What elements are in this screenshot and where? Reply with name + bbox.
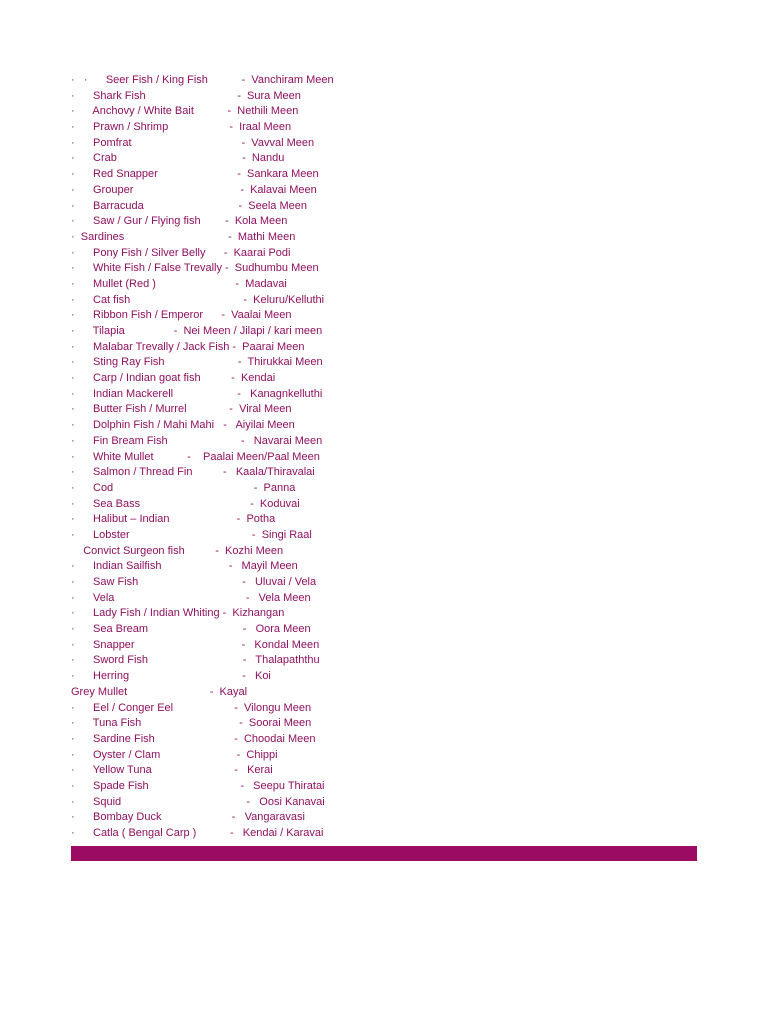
fish-name-row: · Indian Mackerell - Kanagnkelluthi — [71, 387, 323, 400]
fish-name-row: · Cat fish - Keluru/Kelluthi — [71, 293, 325, 306]
fish-name-row: · Tilapia - Nei Meen / Jilapi / kari meen — [71, 325, 323, 337]
fish-name-row: · Oyster / Clam - Chippi — [71, 748, 278, 761]
fish-name-row: · Anchovy / White Bait - Nethili Meen — [71, 105, 299, 118]
fish-name-row: · Prawn / Shrimp - Iraal Meen — [71, 121, 292, 134]
fish-name-row: · White Fish / False Trevally - Sudhumbu Meen — [71, 262, 319, 275]
fish-name-row: · White Mullet - Paalai Meen/Paal Meen — [71, 450, 320, 463]
fish-name-row: · Dolphin Fish / Mahi Mahi - Aiyilai Meen — [71, 419, 295, 432]
fish-name-row: · Malabar Trevally / Jack Fish - Paarai Meen — [71, 340, 305, 353]
fish-name-row: · Sword Fish - Thalapaththu — [71, 654, 320, 667]
fish-name-row: · Butter Fish / Murrel - Viral Meen — [71, 403, 292, 416]
fish-name-row: · Sea Bass - Koduvai — [71, 497, 300, 510]
footer-color-bar — [71, 846, 697, 861]
fish-name-list — [71, 73, 711, 842]
fish-name-row: · Sting Ray Fish - Thirukkai Meen — [71, 356, 323, 369]
fish-name-row: · Catla ( Bengal Carp ) - Kendai / Karavai — [71, 827, 324, 839]
fish-name-row: · Saw Fish - Uluvai / Vela — [71, 576, 317, 588]
fish-name-row: · Crab - Nandu — [71, 152, 285, 165]
fish-name-row: · Lobster - Singi Raal — [71, 528, 312, 541]
fish-name-row: · Tuna Fish - Soorai Meen — [71, 717, 312, 730]
fish-name-row: · Ribbon Fish / Emperor - Vaalai Meen — [71, 309, 292, 322]
fish-name-row: · Sardines - Mathi Meen — [71, 230, 296, 243]
fish-name-row: · Halibut – Indian - Potha — [71, 513, 276, 526]
fish-name-row: · Bombay Duck - Vangaravasi — [71, 811, 305, 824]
fish-name-row: Grey Mullet - Kayal — [71, 685, 248, 698]
fish-name-row: · · Seer Fish / King Fish - Vanchiram Meen — [71, 74, 334, 86]
fish-name-row: · Mullet (Red ) - Madavai — [71, 277, 287, 290]
fish-name-row: · Salmon / Thread Fin - Kaala/Thiravalai — [71, 466, 315, 479]
fish-name-row: · Yellow Tuna - Kerai — [71, 764, 273, 777]
fish-name-row: · Spade Fish - Seepu Thiratai — [71, 779, 325, 792]
fish-name-row: · Cod - Panna — [71, 481, 296, 494]
fish-name-row: · Lady Fish / Indian Whiting - Kizhangan — [71, 607, 285, 620]
fish-name-row: · Herring - Koi — [71, 670, 271, 683]
fish-name-row: · Red Snapper - Sankara Meen — [71, 168, 319, 181]
fish-name-row: · Fin Bream Fish - Navarai Meen — [71, 434, 323, 447]
fish-name-row: · Squid - Oosi Kanavai — [71, 795, 325, 808]
fish-name-row: · Carp / Indian goat fish - Kendai — [71, 372, 276, 385]
fish-name-row: · Shark Fish - Sura Meen — [71, 89, 301, 102]
fish-name-row: · Sardine Fish - Choodai Meen — [71, 732, 316, 745]
fish-name-row: · Vela - Vela Meen — [71, 591, 311, 604]
fish-name-row: · Snapper - Kondal Meen — [71, 638, 320, 651]
fish-name-row: Convict Surgeon fish - Kozhi Meen — [71, 544, 284, 557]
fish-name-row: · Saw / Gur / Flying fish - Kola Meen — [71, 215, 288, 228]
fish-name-row: · Barracuda - Seela Meen — [71, 199, 307, 212]
fish-name-row: · Pomfrat - Vavval Meen — [71, 136, 315, 149]
fish-name-row: · Grouper - Kalavai Meen — [71, 183, 317, 196]
fish-name-row: · Sea Bream - Oora Meen — [71, 623, 311, 636]
fish-name-row: · Eel / Conger Eel - Vilongu Meen — [71, 701, 312, 714]
fish-name-row: · Indian Sailfish - Mayil Meen — [71, 560, 298, 573]
fish-name-row: · Pony Fish / Silver Belly - Kaarai Podi — [71, 246, 291, 259]
